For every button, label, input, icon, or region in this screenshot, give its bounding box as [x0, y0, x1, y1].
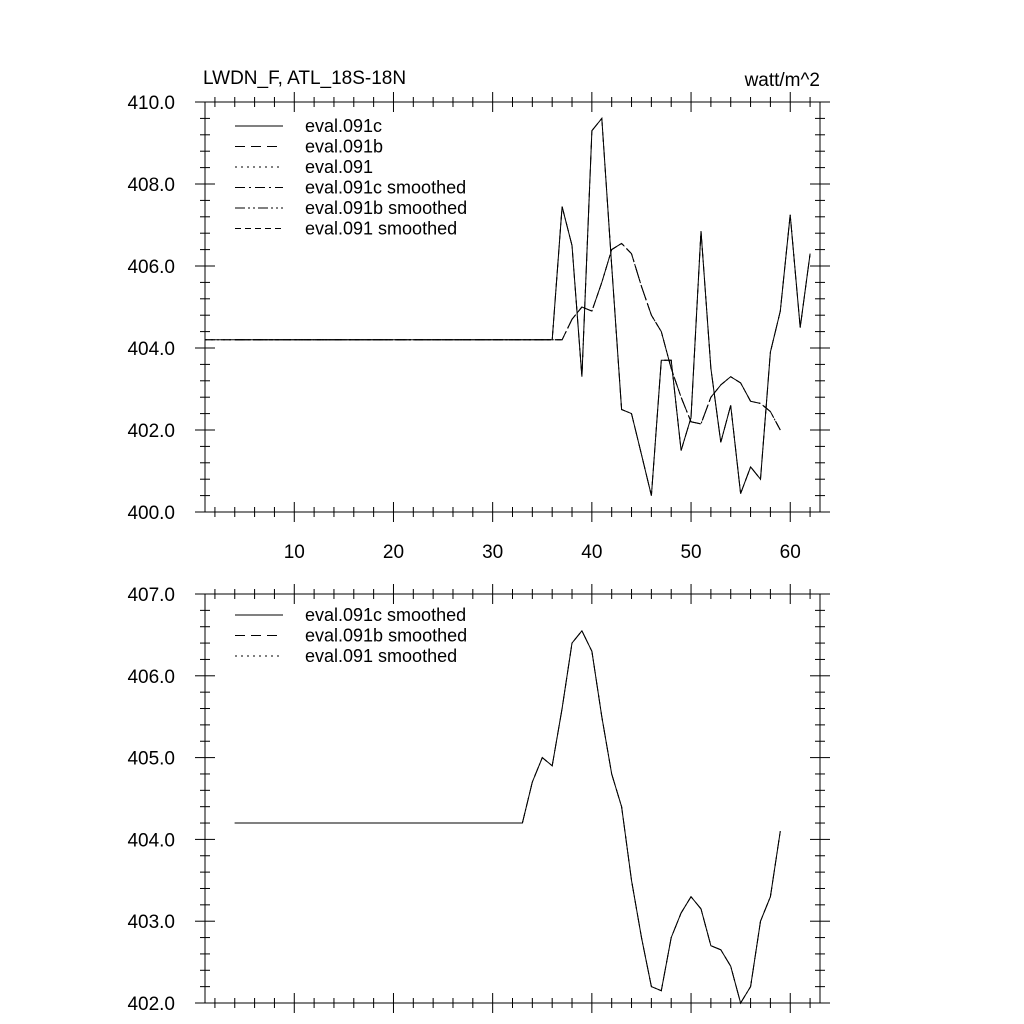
y-tick-label: 402.0: [127, 994, 175, 1015]
bottom-panel: [127, 584, 830, 1015]
series-line: [235, 631, 781, 1003]
y-tick-label: 408.0: [127, 175, 175, 196]
series-line: [205, 118, 810, 495]
y-tick-label: 406.0: [127, 257, 175, 278]
units-label: watt/m^2: [744, 70, 820, 91]
series-line: [205, 118, 810, 495]
y-tick-label: 410.0: [127, 93, 175, 114]
legend-label: eval.091: [305, 157, 374, 177]
legend-label: eval.091b smoothed: [305, 198, 468, 218]
x-tick-label: 50: [680, 542, 702, 563]
legend-label: eval.091b: [305, 136, 384, 157]
y-tick-label: 405.0: [127, 748, 175, 770]
chart-title: LWDN_F, ATL_18S-18N: [203, 68, 407, 89]
series-line: [235, 631, 781, 1003]
legend-label: eval.091c smoothed: [305, 177, 467, 198]
x-tick-label: 10: [283, 542, 305, 563]
y-tick-label: 404.0: [127, 830, 175, 852]
y-tick-label: 400.0: [127, 503, 175, 524]
plot-frame: [205, 594, 820, 1003]
legend-label: eval.091b smoothed: [305, 625, 468, 646]
y-tick-label: 402.0: [127, 421, 175, 442]
x-tick-label: 40: [581, 542, 603, 563]
legend-label: eval.091 smoothed: [305, 646, 458, 666]
y-tick-label: 406.0: [127, 666, 175, 688]
series-line: [235, 631, 781, 1003]
y-tick-label: 404.0: [127, 339, 175, 360]
x-tick-label: 60: [779, 542, 801, 563]
series-line: [205, 118, 810, 495]
y-tick-label: 403.0: [127, 912, 175, 934]
legend-label: eval.091c: [305, 116, 383, 136]
legend-label: eval.091c smoothed: [305, 605, 467, 625]
x-tick-label: 30: [482, 542, 504, 563]
y-tick-label: 407.0: [127, 585, 175, 606]
top-panel: [127, 68, 830, 563]
x-tick-label: 20: [382, 542, 405, 563]
plot-frame: [205, 102, 820, 512]
legend-label: eval.091 smoothed: [305, 218, 458, 239]
